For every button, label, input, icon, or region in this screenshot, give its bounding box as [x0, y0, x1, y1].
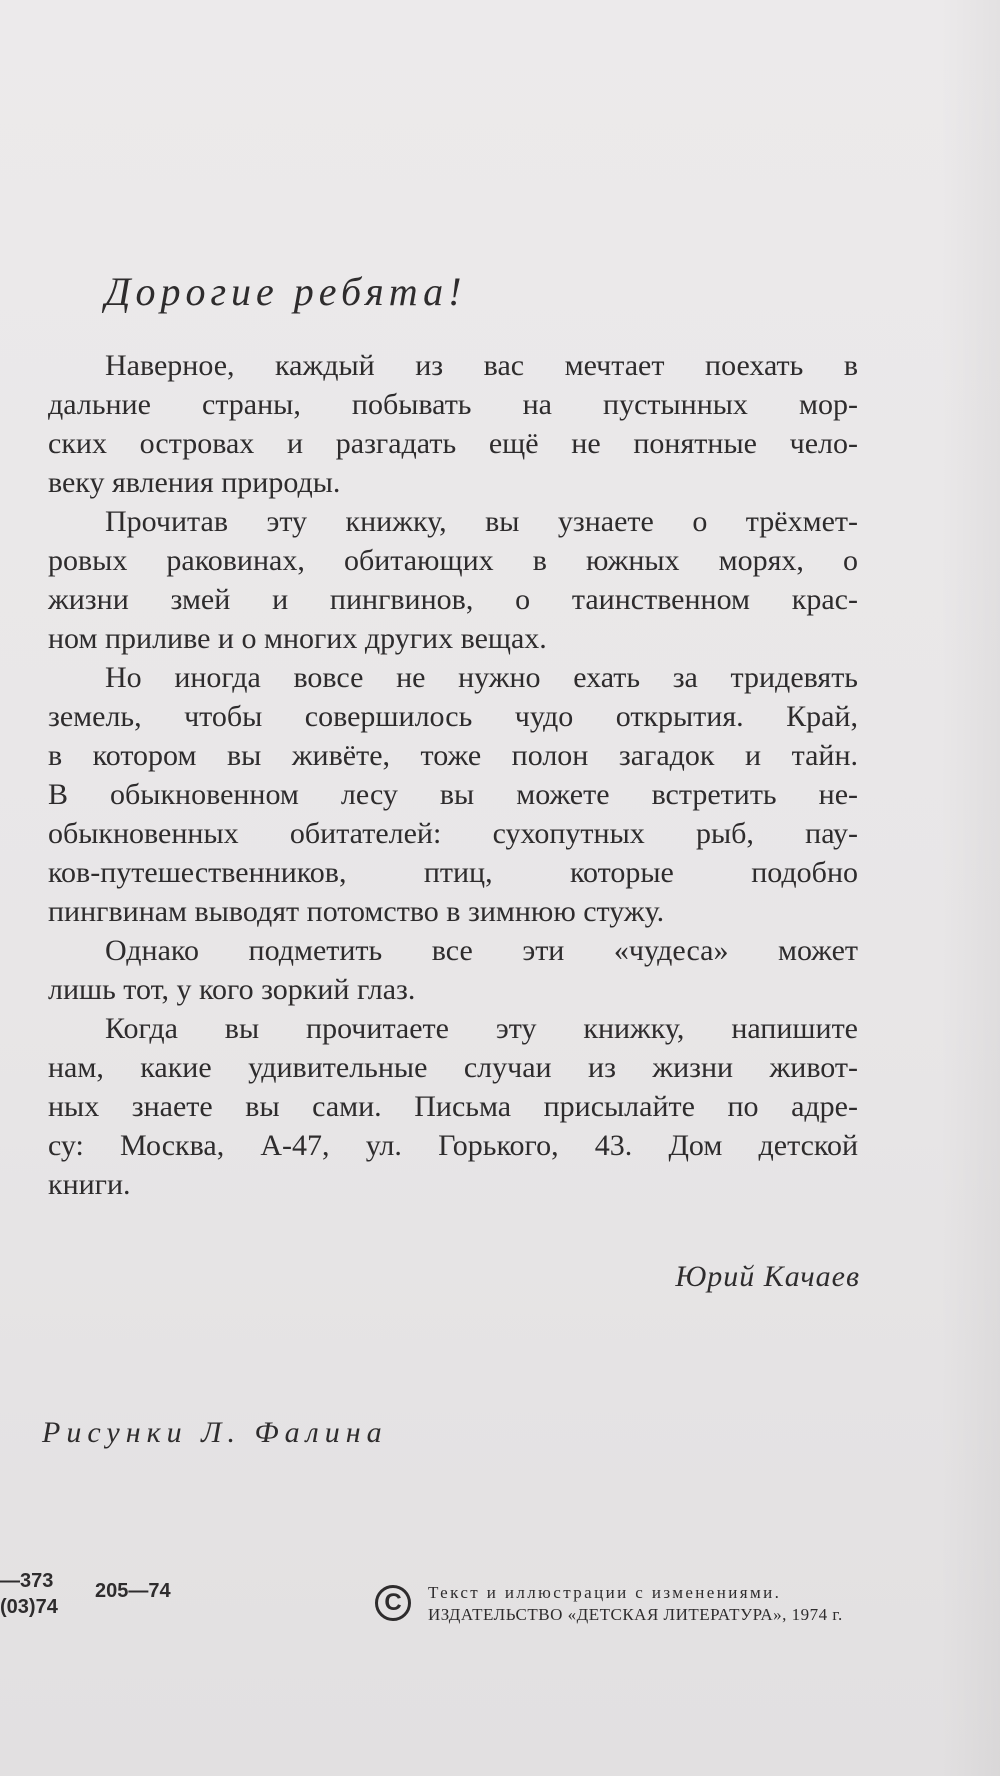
- copyright-line: ИЗДАТЕЛЬСТВО «ДЕТСКАЯ ЛИТЕРАТУРА», 1974 г.: [428, 1605, 843, 1624]
- copyright-notice: [428, 1582, 843, 1626]
- text-line: книги.: [48, 1168, 131, 1201]
- catalog-code-line: —373: [0, 1570, 54, 1592]
- text-line: дальние страны, побывать на пустынных мор-: [48, 388, 858, 421]
- text-line: нам, какие удивительные случаи из жизни живот-: [48, 1051, 858, 1084]
- text-line: земель, чтобы совершилось чудо открытия. Край,: [48, 700, 858, 733]
- text-line: Когда вы прочитаете эту книжку, напишите: [105, 1012, 858, 1045]
- text-line: ровых раковинах, обитающих в южных морях, о: [48, 544, 858, 577]
- text-line: пингвинам выводят потомство в зимнюю стужу.: [48, 895, 665, 928]
- page-shadow: [940, 0, 1000, 1776]
- text-line: Наверное, каждый из вас мечтает поехать в: [105, 349, 858, 382]
- author-signature: Юрий Качаев: [675, 1260, 860, 1293]
- letter-body: [48, 346, 858, 1204]
- text-line: су: Москва, А-47, ул. Горького, 43. Дом детской: [48, 1129, 858, 1162]
- page-heading: Дорогие ребята!: [105, 269, 467, 314]
- text-line: В обыкновенном лесу вы можете встретить не-: [48, 778, 858, 811]
- text-line: обыкновенных обитателей: сухопутных рыб, пау-: [48, 817, 858, 850]
- text-line: Но иногда вовсе не нужно ехать за тридевять: [105, 661, 858, 694]
- copyright-icon: C: [375, 1585, 411, 1621]
- text-line: ном приливе и о многих других вещах.: [48, 622, 547, 655]
- text-line: в котором вы живёте, тоже полон загадок и тайн.: [48, 739, 858, 772]
- text-line: ных знаете вы сами. Письма присылайте по адре-: [48, 1090, 858, 1123]
- illustrator-credit: Рисунки Л. Фалина: [42, 1416, 388, 1449]
- text-line: лишь тот, у кого зоркий глаз.: [48, 973, 416, 1006]
- text-line: ков-путешественников, птиц, которые подобно: [48, 856, 858, 889]
- text-line: ских островах и разгадать ещё не понятные чело-: [48, 427, 858, 460]
- text-line: Однако подметить все эти «чудеса» может: [105, 934, 858, 967]
- text-line: Прочитав эту книжку, вы узнаете о трёхмет-: [105, 505, 858, 538]
- text-line: жизни змей и пингвинов, о таинственном крас-: [48, 583, 858, 616]
- copyright-line: Текст и иллюстрации с изменениями.: [428, 1583, 782, 1602]
- catalog-code-line: (03)74: [0, 1596, 58, 1618]
- catalog-number: 205—74: [95, 1580, 171, 1602]
- catalog-code: [0, 1568, 58, 1620]
- text-line: веку явления природы.: [48, 466, 341, 499]
